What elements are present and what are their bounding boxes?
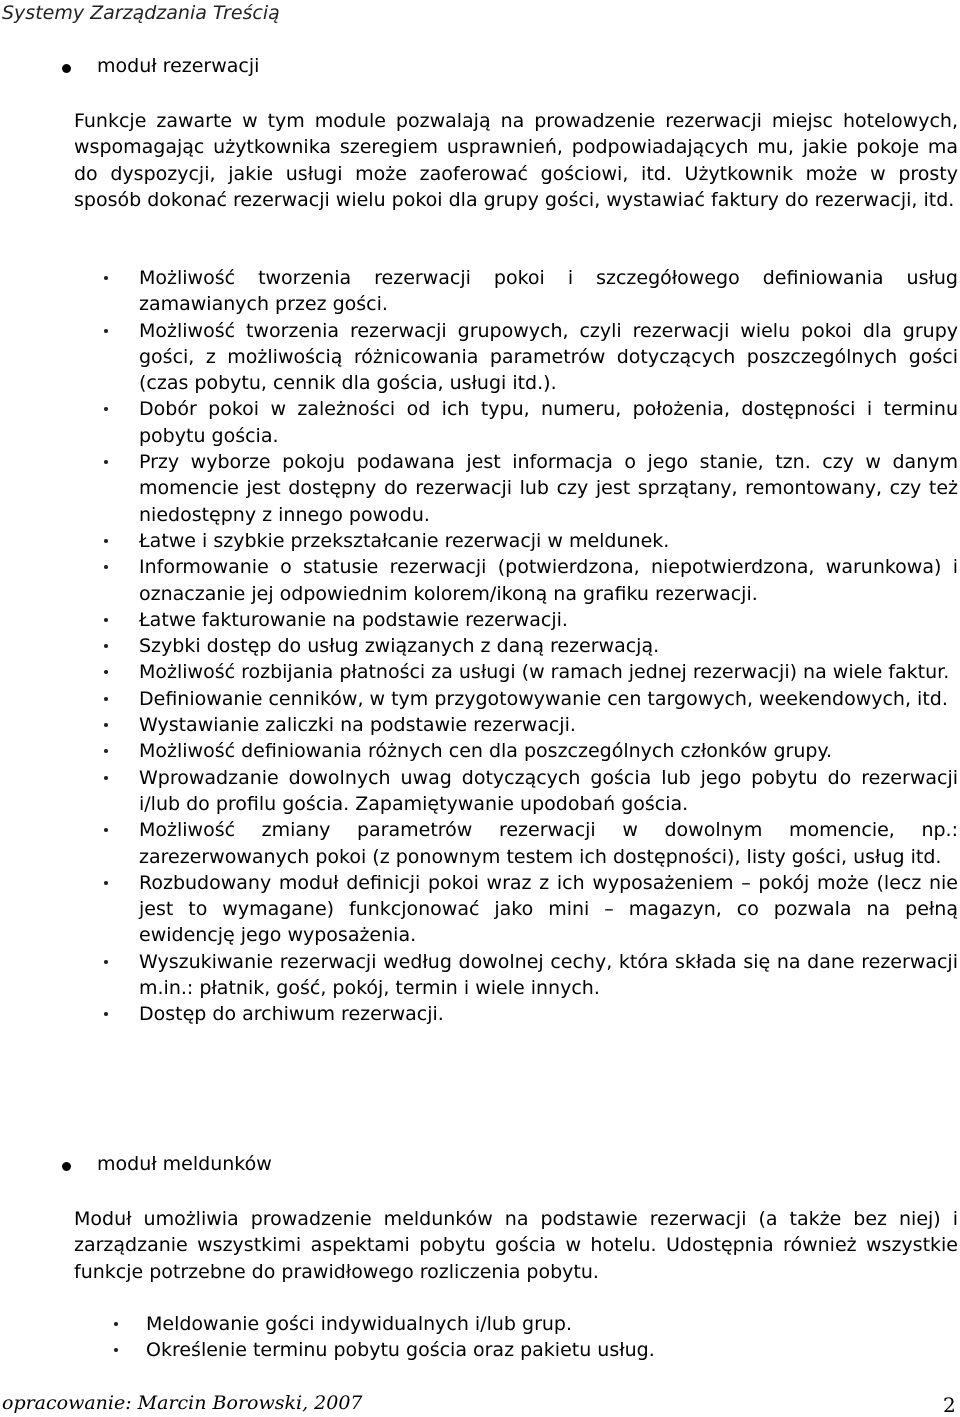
bullet-icon (104, 539, 108, 543)
bullet-icon (104, 776, 108, 780)
list-item: Meldowanie gości indywidualnych i/lub grup. (146, 1311, 958, 1337)
feature-list-checkin (146, 1311, 958, 1364)
bullet-icon (104, 565, 108, 569)
bullet-icon (114, 1348, 118, 1352)
section-intro-paragraph: Moduł umożliwia prowadzenie meldunków na podstawie rezerwacji (a także bez niej) i zarządzanie wszystkimi aspektami pobytu gościa w hotelu. Udostępnia również wszystkie funkcje potrzebne do prawidłowego rozliczenia pobytu. (74, 1208, 958, 1283)
section-intro-paragraph: Funkcje zawarte w tym module pozwalają na prowadzenie rezerwacji miejsc hotelowych, wspomagając użytkownika szeregiem usprawnień, podpowiadających mu, jakie pokoje ma do dyspozycji, jakie usługi może zaoferować gościowi, itd. Użytkownik może w prosty sposób dokonać rezerwacji wielu pokoi dla grupy gości, wystawiać faktury do rezerwacji, itd. (74, 110, 958, 211)
list-item: Informowanie o statusie rezerwacji (potwierdzona, niepotwierdzona, warunkowa) i oznaczanie jej odpowiednim kolorem/ikoną na grafiku rezerwacji. (139, 554, 958, 607)
footer-author: opracowanie: Marcin Borowski, 2007 (2, 1392, 363, 1414)
section-heading-checkin (62, 1151, 272, 1177)
list-item: Przy wyborze pokoju podawana jest informacja o jego stanie, tzn. czy w danym momencie jest dostępny do rezerwacji lub czy jest sprzątany, remontowany, czy też niedostępny z innego powodu. (139, 449, 958, 528)
list-item: Definiowanie cenników, w tym przygotowywanie cen targowych, weekendowych, itd. (139, 686, 958, 712)
bullet-icon (104, 276, 108, 280)
list-item: Możliwość zmiany parametrów rezerwacji w dowolnym momencie, np.: zarezerwowanych pokoi (z ponownym testem ich dostępności), listy gości, usług itd. (139, 817, 958, 870)
section-heading-reservation (62, 53, 259, 79)
list-item: Szybki dostęp do usług związanych z daną rezerwacją. (139, 633, 958, 659)
bullet-icon (104, 723, 108, 727)
bullet-icon (104, 644, 108, 648)
bullet-icon (62, 64, 71, 73)
bullet-icon (104, 881, 108, 885)
bullet-icon (104, 329, 108, 333)
feature-list-reservation (139, 265, 958, 1028)
list-item: Dobór pokoi w zależności od ich typu, numeru, położenia, dostępności i terminu pobytu gościa. (139, 396, 958, 449)
bullet-icon (104, 460, 108, 464)
bullet-icon (104, 618, 108, 622)
section-heading-text: moduł meldunków (97, 1153, 272, 1175)
list-item: Wystawianie zaliczki na podstawie rezerwacji. (139, 712, 958, 738)
list-item: Możliwość tworzenia rezerwacji grupowych, czyli rezerwacji wielu pokoi dla grupy gości, z możliwością różnicowania parametrów dotyczących poszczególnych gości (czas pobytu, cennik dla gościa, usługi itd.). (139, 318, 958, 397)
bullet-icon (104, 697, 108, 701)
list-item: Wprowadzanie dowolnych uwag dotyczących gościa lub jego pobytu do rezerwacji i/lub do profilu gościa. Zapamiętywanie upodobań gościa. (139, 765, 958, 818)
page-header-title: Systemy Zarządzania Treścią (2, 2, 280, 24)
bullet-icon (62, 1162, 71, 1171)
bullet-icon (114, 1322, 118, 1326)
page-number: 2 (943, 1393, 956, 1417)
list-item: Rozbudowany moduł definicji pokoi wraz z ich wyposażeniem – pokój może (lecz nie jest to wymagane) funkcjonować jako mini – magazyn, co pozwala na pełną ewidencję jego wyposażenia. (139, 870, 958, 949)
section-heading-text: moduł rezerwacji (97, 55, 260, 77)
list-item: Określenie terminu pobytu gościa oraz pakietu usług. (146, 1337, 958, 1363)
list-item: Wyszukiwanie rezerwacji według dowolnej cechy, która składa się na dane rezerwacji m.in.: płatnik, gość, pokój, termin i wiele innych. (139, 949, 958, 1002)
list-item: Dostęp do archiwum rezerwacji. (139, 1001, 958, 1027)
list-item: Łatwe i szybkie przekształcanie rezerwacji w meldunek. (139, 528, 958, 554)
bullet-icon (104, 670, 108, 674)
list-item: Możliwość rozbijania płatności za usługi (w ramach jednej rezerwacji) na wiele faktur. (139, 659, 958, 685)
list-item: Możliwość definiowania różnych cen dla poszczególnych członków grupy. (139, 738, 958, 764)
bullet-icon (104, 749, 108, 753)
list-item: Łatwe fakturowanie na podstawie rezerwacji. (139, 607, 958, 633)
bullet-icon (104, 960, 108, 964)
bullet-icon (104, 1012, 108, 1016)
list-item: Możliwość tworzenia rezerwacji pokoi i szczegółowego definiowania usług zamawianych przez gości. (139, 265, 958, 318)
bullet-icon (104, 828, 108, 832)
bullet-icon (104, 407, 108, 411)
